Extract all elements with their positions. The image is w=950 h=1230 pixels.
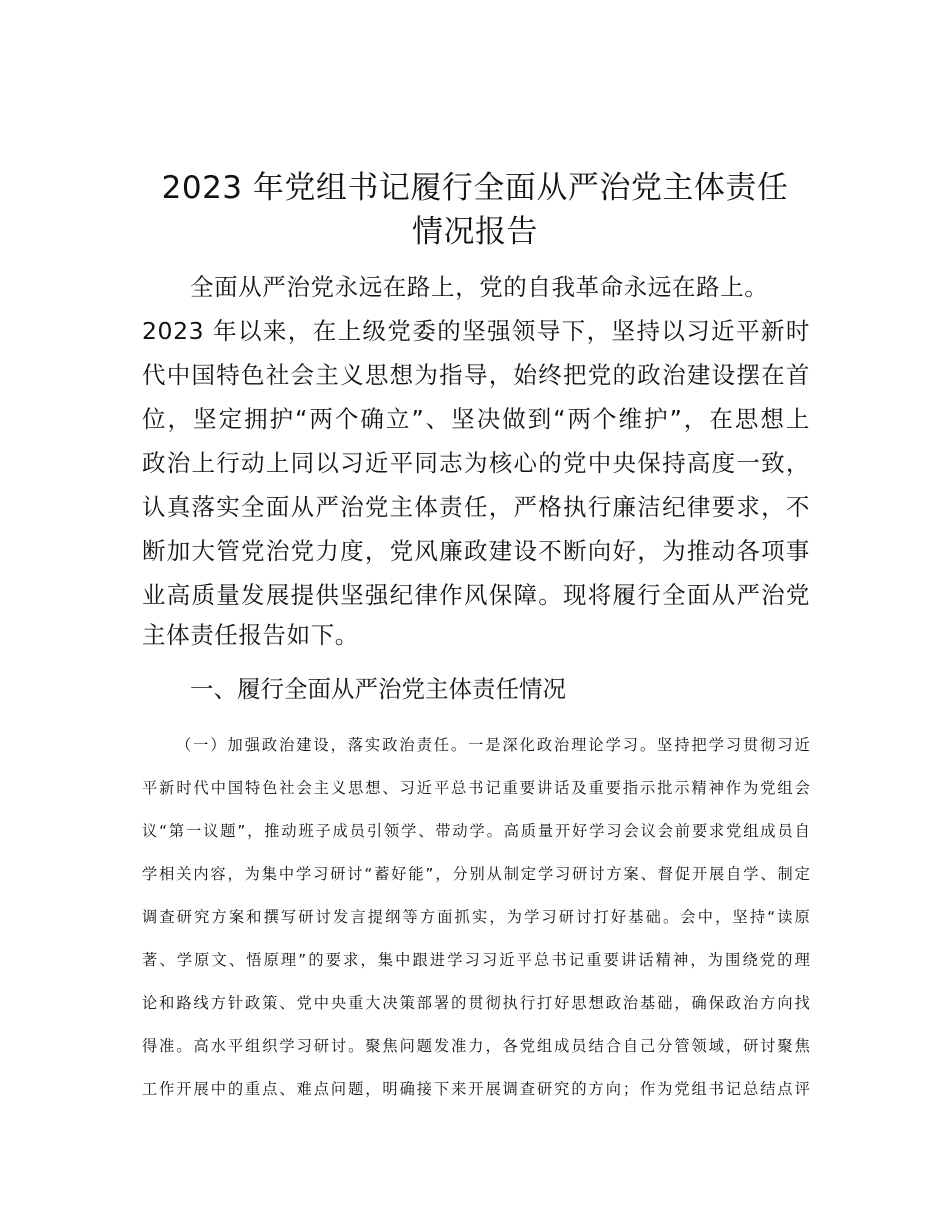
intro-line: 代中国特色社会主义思想为指导，始终把党的政治建设摆在首 <box>142 361 810 389</box>
intro-line: 位，坚定拥护“两个确立”、坚决做到“两个维护”，在思想上 <box>142 405 810 433</box>
intro-line: 主体责任报告如下。 <box>142 621 359 649</box>
document-title-line-1: 2023 年党组书记履行全面从严治党主体责任 <box>161 170 789 206</box>
body-line: 工作开展中的重点、难点问题，明确接下来开展调查研究的方向；作为党组书记总结点评 <box>142 1080 810 1098</box>
body-line: 著、学原文、悟原理”的要求，集中跟进学习习近平总书记重要讲话精神，为围绕党的理 <box>142 951 810 969</box>
intro-line: 认真落实全面从严治党主体责任，严格执行廉洁纪律要求，不 <box>142 493 810 521</box>
body-line: 调查研究方案和撰写研讨发言提纲等方面抓实，为学习研讨打好基础。会中，坚持“读原 <box>142 908 810 926</box>
document-title-line-2: 情况报告 <box>412 214 538 250</box>
intro-line: 全面从严治党永远在路上，党的自我革命永远在路上。 <box>190 273 769 301</box>
section-heading: 一、履行全面从严治党主体责任情况 <box>190 675 566 703</box>
body-line: 平新时代中国特色社会主义思想、习近平总书记重要讲话及重要指示批示精神作为党组会 <box>142 779 810 797</box>
intro-line: 2023 年以来，在上级党委的坚强领导下，坚持以习近平新时 <box>142 317 810 345</box>
body-line: 学相关内容，为集中学习研讨“蓄好能”，分别从制定学习研讨方案、督促开展自学、制定 <box>142 865 810 883</box>
intro-line: 断加大管党治党力度，党风廉政建设不断向好，为推动各项事 <box>142 537 810 565</box>
body-line: 议“第一议题”，推动班子成员引领学、带动学。高质量开好学习会议会前要求党组成员自 <box>142 822 810 840</box>
intro-line: 业高质量发展提供坚强纪律作风保障。现将履行全面从严治党 <box>142 581 810 609</box>
body-line: （一）加强政治建设，落实政治责任。一是深化政治理论学习。坚持把学习贯彻习近 <box>176 736 810 754</box>
intro-line: 政治上行动上同以习近平同志为核心的党中央保持高度一致， <box>142 449 810 477</box>
body-line: 得准。高水平组织学习研讨。聚焦问题发准力，各党组成员结合自己分管领域，研讨聚焦 <box>142 1037 810 1055</box>
body-line: 论和路线方针政策、党中央重大决策部署的贯彻执行打好思想政治基础，确保政治方向找 <box>142 994 810 1012</box>
